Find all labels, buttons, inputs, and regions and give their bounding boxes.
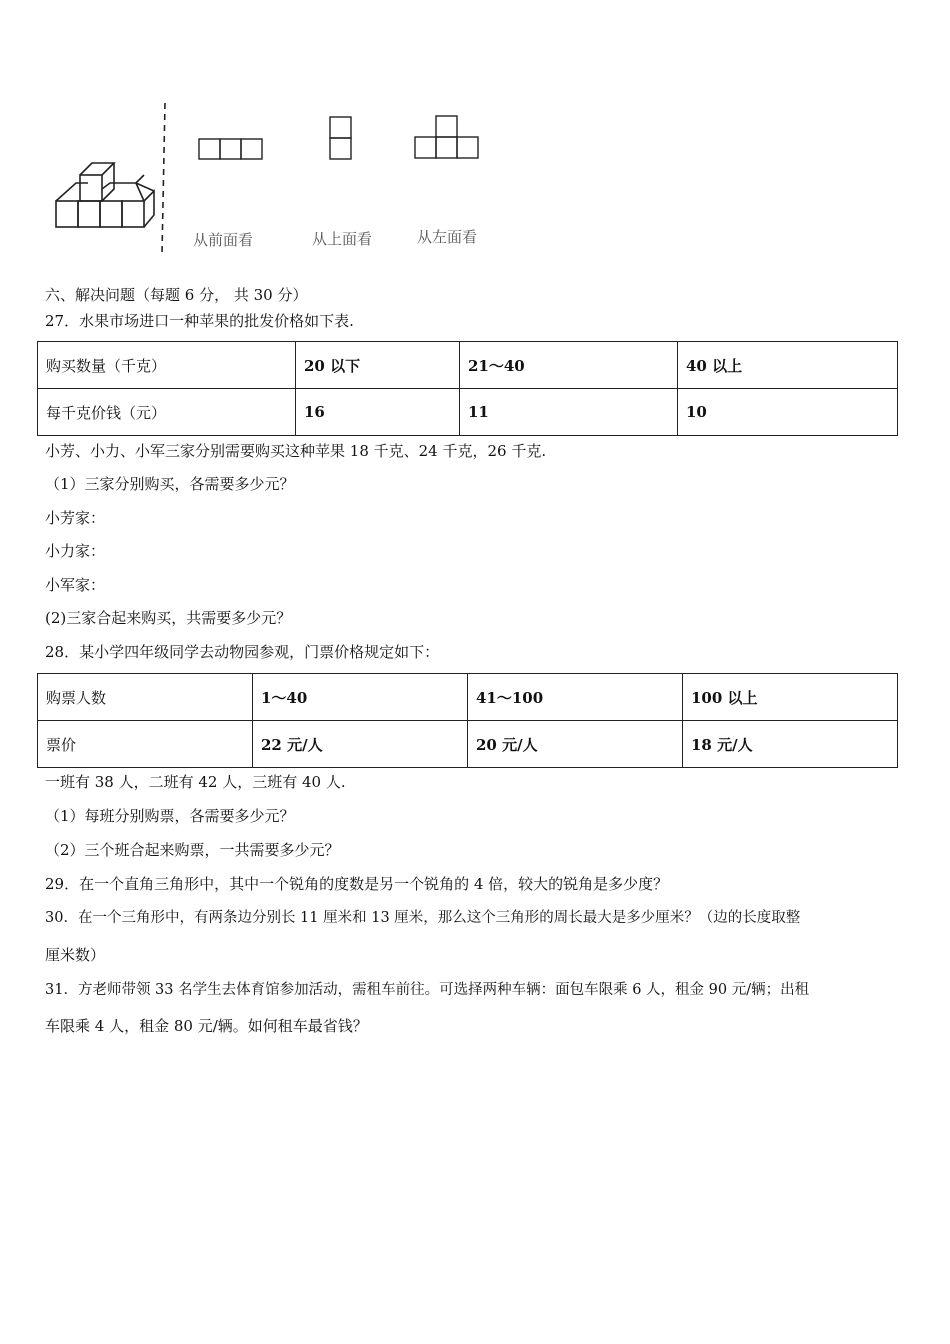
table-cell: 每千克价钱（元） (38, 389, 296, 436)
q27-part2: (2)三家合起来购买，共需要多少元？ (45, 609, 292, 627)
label-top-view: 从上面看 (312, 230, 373, 248)
table-row (38, 389, 898, 436)
table-row (38, 342, 898, 389)
q27-fill-xiaofang: 小芳家： (45, 509, 106, 527)
table-cell: 购买数量（千克） (38, 342, 296, 389)
q31-line1: 31．方老师带领 33 名学生去体育馆参加活动，需租车前往。可选择两种车辆：面包车限乘 6 人，租金 90 元/辆；出租 (45, 982, 810, 998)
q27-stem: 27．水果市场进口一种苹果的批发价格如下表. (45, 312, 354, 330)
table-cell: 1～40 (253, 674, 468, 721)
q28-ticket-table (37, 673, 898, 768)
q29-text: 29．在一个直角三角形中，其中一个锐角的度数是另一个锐角的 4 倍，较大的锐角是多少度？ (45, 875, 669, 893)
table-cell: 10 (678, 389, 898, 436)
table-row (38, 674, 898, 721)
left-view (415, 116, 478, 158)
divider-line (162, 103, 165, 253)
q28-info: 一班有 38 人，二班有 42 人，三班有 40 人. (45, 773, 346, 791)
table-cell: 21～40 (460, 342, 678, 389)
table-cell: 购票人数 (38, 674, 253, 721)
label-left-view: 从左面看 (417, 228, 478, 246)
top-view (330, 117, 351, 159)
table-cell: 20 以下 (296, 342, 460, 389)
front-view (199, 139, 262, 159)
q31-line2: 车限乘 4 人，租金 80 元/辆。如何租车最省钱？ (45, 1017, 368, 1035)
q27-info: 小芳、小力、小军三家分别需要购买这种苹果 18 千克、24 千克，26 千克. (45, 442, 547, 460)
table-cell: 16 (296, 389, 460, 436)
table-cell: 11 (460, 389, 678, 436)
table-cell: 41～100 (468, 674, 683, 721)
table-cell: 20 元/人 (468, 721, 683, 768)
q27-fill-xiaojun: 小军家： (45, 576, 106, 594)
q28-part2: （2）三个班合起来购票，一共需要多少元？ (45, 841, 340, 859)
cube-stack (56, 163, 154, 227)
q27-part1: （1）三家分别购买，各需要多少元？ (45, 475, 295, 493)
q27-price-table (37, 341, 898, 436)
three-view-figure (40, 95, 510, 265)
table-cell: 票价 (38, 721, 253, 768)
table-row (38, 721, 898, 768)
q30-line1: 30．在一个三角形中，有两条边分别长 11 厘米和 13 厘米，那么这个三角形的周长最大是多少厘米？（边的长度取整 (45, 910, 801, 926)
q30-line2: 厘米数） (45, 946, 106, 964)
table-cell: 18 元/人 (683, 721, 898, 768)
label-front-view: 从前面看 (193, 231, 254, 249)
q28-part1: （1）每班分别购票，各需要多少元？ (45, 807, 295, 825)
table-cell: 22 元/人 (253, 721, 468, 768)
table-cell: 100 以上 (683, 674, 898, 721)
q27-fill-xiaoli: 小力家： (45, 542, 106, 560)
section-heading: 六、解决问题（每题 6 分， 共 30 分） (45, 286, 308, 304)
q28-stem: 28．某小学四年级同学去动物园参观，门票价格规定如下： (45, 643, 440, 661)
table-cell: 40 以上 (678, 342, 898, 389)
